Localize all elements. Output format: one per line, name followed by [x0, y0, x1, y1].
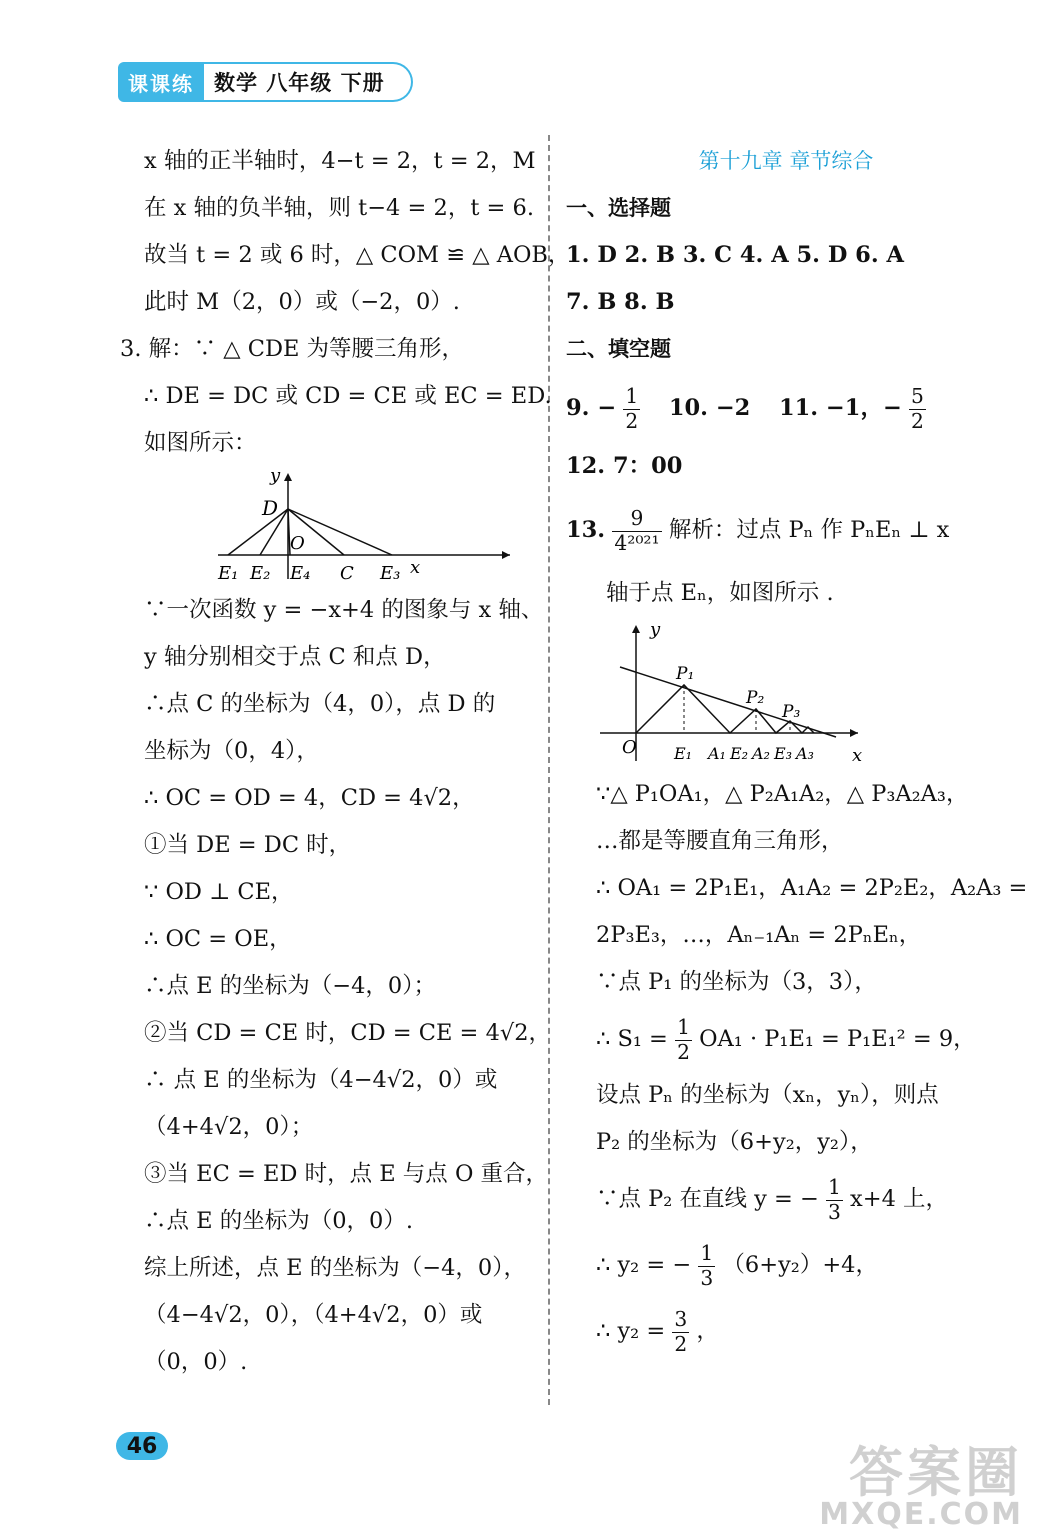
- left-column: [120, 138, 571, 1386]
- text-line: y 轴分别相交于点 C 和点 D，: [144, 644, 446, 670]
- denominator: 2: [910, 408, 924, 433]
- watermark-line2: MXQE.COM: [819, 1497, 1023, 1532]
- fraction: [826, 1176, 843, 1224]
- text-line: x 轴的正半轴时，4−t = 2，t = 2，M: [144, 148, 536, 174]
- fig2-label-E2: E₂: [730, 744, 749, 763]
- text-line: [566, 1166, 1006, 1232]
- text-line: ∴ DE = DC 或 CD = CE 或 EC = ED.: [144, 383, 552, 409]
- page-header: [118, 62, 413, 102]
- fig2-label-A1: A₁: [708, 744, 726, 763]
- text-line: 坐标为（0，4），: [144, 738, 319, 764]
- answer-10: 10. −2: [668, 395, 751, 421]
- fraction: [672, 1308, 689, 1356]
- fig2-label-A2: A₂: [752, 744, 770, 763]
- text-line: ②当 CD = CE 时，CD = CE = 4√2，: [144, 1020, 552, 1046]
- denominator: 3: [700, 1265, 714, 1290]
- fig1-label-C: C: [340, 563, 354, 584]
- text-line: 此时 M（2，0）或（−2，0）.: [144, 289, 460, 315]
- column-divider: [548, 135, 550, 1405]
- fig1-label-O: O: [290, 533, 305, 554]
- expr-part: ∴ S₁ =: [596, 1026, 668, 1052]
- fraction: [909, 385, 926, 433]
- text-line: 轴于点 Eₙ，如图所示 .: [606, 580, 834, 606]
- answer-13-text: 解析：过点 Pₙ 作 PₙEₙ ⊥ x: [668, 517, 950, 543]
- right-column: [566, 138, 1028, 1364]
- numerator: 1: [677, 1015, 690, 1040]
- fig1-label-E1: E₁: [218, 563, 239, 584]
- text-line: ∴ OA₁ = 2P₁E₁，A₁A₂ = 2P₂E₂，A₂A₃ =: [596, 875, 1028, 901]
- fig2-label-O: O: [622, 737, 637, 758]
- watermark-line1: 答案圈: [849, 1441, 1023, 1504]
- denominator: 2: [677, 1039, 690, 1064]
- text-line: ∴点 E 的坐标为（0，0）.: [144, 1208, 414, 1234]
- text-line: ∵一次函数 y = −x+4 的图象与 x 轴、: [144, 597, 544, 623]
- fig2-label-x: x: [852, 745, 863, 766]
- fraction: [623, 385, 640, 433]
- question-3-head: 3. 解：∵ △ CDE 为等腰三角形，: [120, 336, 465, 362]
- numerator: 3: [674, 1307, 688, 1332]
- expr-part: x+4 上，: [850, 1186, 949, 1212]
- fig2-label-E3: E₃: [774, 744, 793, 763]
- fig2-label-E1: E₁: [674, 744, 693, 763]
- section-choice: 一、选择题: [566, 196, 671, 220]
- answer-11: 11. −1，−: [778, 395, 902, 421]
- text-line: [566, 1232, 1006, 1298]
- fig1-label-E2: E₂: [250, 563, 271, 584]
- numerator: 1: [625, 384, 639, 409]
- text-line: ∵△ P₁OA₁，△ P₂A₁A₂，△ P₃A₂A₃，: [596, 781, 969, 807]
- expr-part: ∴ y₂ = −: [596, 1252, 692, 1278]
- text-line: （4−4√2，0），（4+4√2，0）或: [144, 1302, 483, 1328]
- text-line: 设点 Pₙ 的坐标为（xₙ，yₙ），则点: [596, 1082, 939, 1108]
- numerator: 9: [612, 507, 661, 531]
- fraction: [675, 1016, 692, 1064]
- expr-part: ∵点 P₂ 在直线 y = −: [596, 1186, 819, 1212]
- fig1-label-y: y: [270, 465, 281, 486]
- text-line: 2P₃E₃，…，Aₙ₋₁Aₙ = 2PₙEₙ，: [596, 922, 922, 948]
- answers-fill-9-11: [566, 373, 1006, 443]
- text-line: 在 x 轴的负半轴，则 t−4 = 2，t = 6.: [144, 195, 534, 221]
- text-line: ∴点 C 的坐标为（4，0），点 D 的: [144, 691, 496, 717]
- expr-part: ，: [696, 1318, 719, 1344]
- text-line: ∴ 点 E 的坐标为（4−4√2，0）或: [144, 1067, 498, 1093]
- expr-part: OA₁ · P₁E₁ = P₁E₁² = 9，: [699, 1026, 976, 1052]
- book-subject: 数学 八年级 下册: [204, 62, 413, 102]
- chapter-title: 第十九章 章节综合: [698, 149, 874, 173]
- answer-12: 12. 7：00: [566, 453, 683, 479]
- expr-part: ∴ y₂ =: [596, 1318, 666, 1344]
- fig2-label-A3: A₃: [796, 744, 814, 763]
- denominator: 4²⁰²¹: [614, 530, 660, 555]
- fraction: [612, 507, 661, 555]
- text-line: 如图所示：: [144, 430, 257, 456]
- text-line: 故当 t = 2 或 6 时，△ COM ≌ △ AOB，: [144, 242, 571, 268]
- text-line: ③当 EC = ED 时，点 E 与点 O 重合，: [144, 1161, 549, 1187]
- text-line: ∴点 E 的坐标为（−4，0）；: [144, 973, 436, 999]
- denominator: 2: [625, 408, 639, 433]
- answer-13-number: 13.: [566, 517, 606, 543]
- text-line: P₂ 的坐标为（6+y₂，y₂），: [596, 1129, 873, 1155]
- text-line: ∴ OC = OD = 4，CD = 4√2，: [144, 785, 475, 811]
- fig1-label-x: x: [410, 557, 421, 578]
- fig2-label-y: y: [650, 619, 661, 640]
- text-line: [566, 1006, 1006, 1072]
- brand-logo: 课课练: [118, 62, 204, 102]
- fig1-label-D: D: [262, 496, 279, 520]
- text-line: [566, 1298, 1006, 1364]
- numerator: 5: [910, 384, 924, 409]
- answers-choice-1: 1. D 2. B 3. C 4. A 5. D 6. A: [566, 242, 904, 268]
- fig2-label-P3: P₃: [782, 702, 801, 722]
- denominator: 2: [674, 1331, 688, 1356]
- text-line: （0，0）.: [144, 1349, 248, 1375]
- denominator: 3: [828, 1199, 841, 1224]
- text-line: ①当 DE = DC 时，: [144, 832, 352, 858]
- numerator: 1: [700, 1241, 714, 1266]
- text-line: ∵ OD ⊥ CE，: [144, 879, 294, 905]
- text-line: （4+4√2，0）；: [144, 1114, 314, 1140]
- fraction: [698, 1242, 715, 1290]
- fig1-label-E4: E₄: [290, 563, 311, 584]
- page-number: 46: [116, 1432, 168, 1460]
- text-line: …都是等腰直角三角形，: [596, 828, 844, 854]
- answer-9: 9. −: [566, 395, 617, 421]
- expr-part: （6+y₂）+4，: [722, 1252, 878, 1278]
- figure-triangles: [590, 619, 863, 771]
- watermark: [819, 1441, 1023, 1532]
- text-line: ∵点 P₁ 的坐标为（3，3），: [596, 969, 877, 995]
- fig1-label-E3: E₃: [380, 563, 401, 584]
- answer-13: [566, 490, 1006, 570]
- text-line: ∴ OC = OE，: [144, 926, 292, 952]
- answers-choice-2: 7. B 8. B: [566, 289, 675, 315]
- text-line: 综上所述，点 E 的坐标为（−4，0），: [144, 1255, 526, 1281]
- figure-isosceles: [210, 467, 530, 587]
- fig2-label-P1: P₁: [676, 664, 695, 684]
- section-fill: 二、填空题: [566, 337, 671, 361]
- numerator: 1: [828, 1175, 841, 1200]
- fig2-label-P2: P₂: [746, 688, 765, 708]
